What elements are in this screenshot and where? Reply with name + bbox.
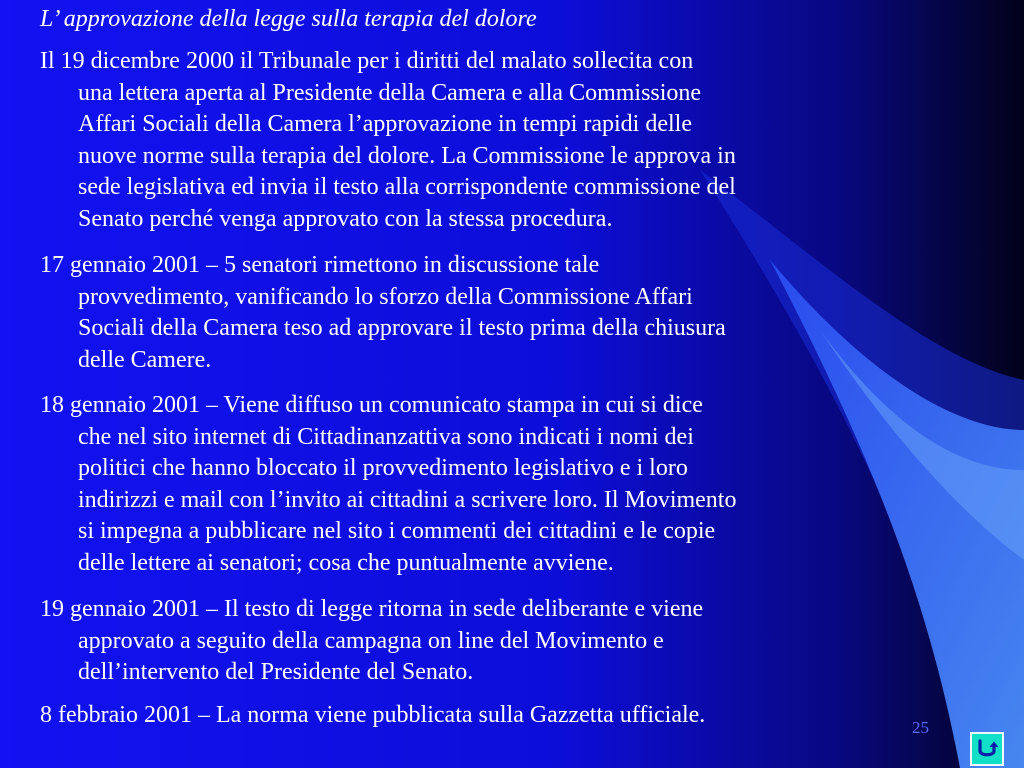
paragraph-1: [40, 46, 736, 235]
paragraph-line: indirizzi e mail con l’invito ai cittadini a scrivere loro. Il Movimento: [78, 486, 737, 513]
paragraph-line: si impegna a pubblicare nel sito i commenti dei cittadini e le copie: [78, 518, 716, 544]
paragraph-line: sede legislativa ed invia il testo alla corrispondente commissione del: [78, 174, 736, 200]
paragraph-line: politici che hanno bloccato il provvedimento legislativo e i loro: [78, 455, 688, 481]
paragraph-5: [40, 700, 705, 732]
paragraph-line: 17 gennaio 2001 – 5 senatori rimettono in discussione tale: [40, 252, 600, 278]
paragraph-line: una lettera aperta al Presidente della Camera e alla Commissione: [78, 79, 702, 106]
paragraph-line: provvedimento, vanificando lo sforzo della Commissione Affari: [78, 283, 693, 310]
paragraph-line: Senato perché venga approvato con la stessa procedura.: [78, 205, 613, 232]
paragraph-line: dell’intervento del Presidente del Senato.: [78, 659, 474, 685]
paragraph-line: 8 febbraio 2001 – La norma viene pubblicata sulla Gazzetta ufficiale.: [40, 702, 706, 728]
paragraph-line: 18 gennaio 2001 – Viene diffuso un comunicato stampa in cui si dice: [40, 392, 703, 418]
paragraph-line: nuove norme sulla terapia del dolore. La Commissione le approva in: [78, 142, 736, 169]
paragraph-line: delle Camere.: [78, 346, 212, 373]
paragraph-line: 19 gennaio 2001 – Il testo di legge ritorna in sede deliberante e viene: [40, 596, 704, 622]
return-arrow-icon: [975, 737, 999, 761]
return-button[interactable]: [970, 732, 1004, 766]
paragraph-line: delle lettere ai senatori; cosa che puntualmente avviene.: [78, 549, 614, 576]
paragraph-3: [40, 390, 736, 579]
paragraph-line: Sociali della Camera teso ad approvare il testo prima della chiusura: [78, 315, 726, 341]
paragraph-line: che nel sito internet di Cittadinanzattiva sono indicati i nomi dei: [78, 423, 694, 450]
paragraph-4: [40, 594, 703, 689]
slide-title: L’ approvazione della legge sulla terapia del dolore: [40, 6, 537, 32]
paragraph-line: Affari Sociali della Camera l’approvazione in tempi rapidi delle: [78, 111, 692, 137]
paragraph-2: [40, 250, 726, 376]
page-number: 25: [912, 718, 929, 737]
paragraph-line: Il 19 dicembre 2000 il Tribunale per i diritti del malato sollecita con: [40, 48, 694, 74]
paragraph-line: approvato a seguito della campagna on line del Movimento e: [78, 627, 664, 654]
